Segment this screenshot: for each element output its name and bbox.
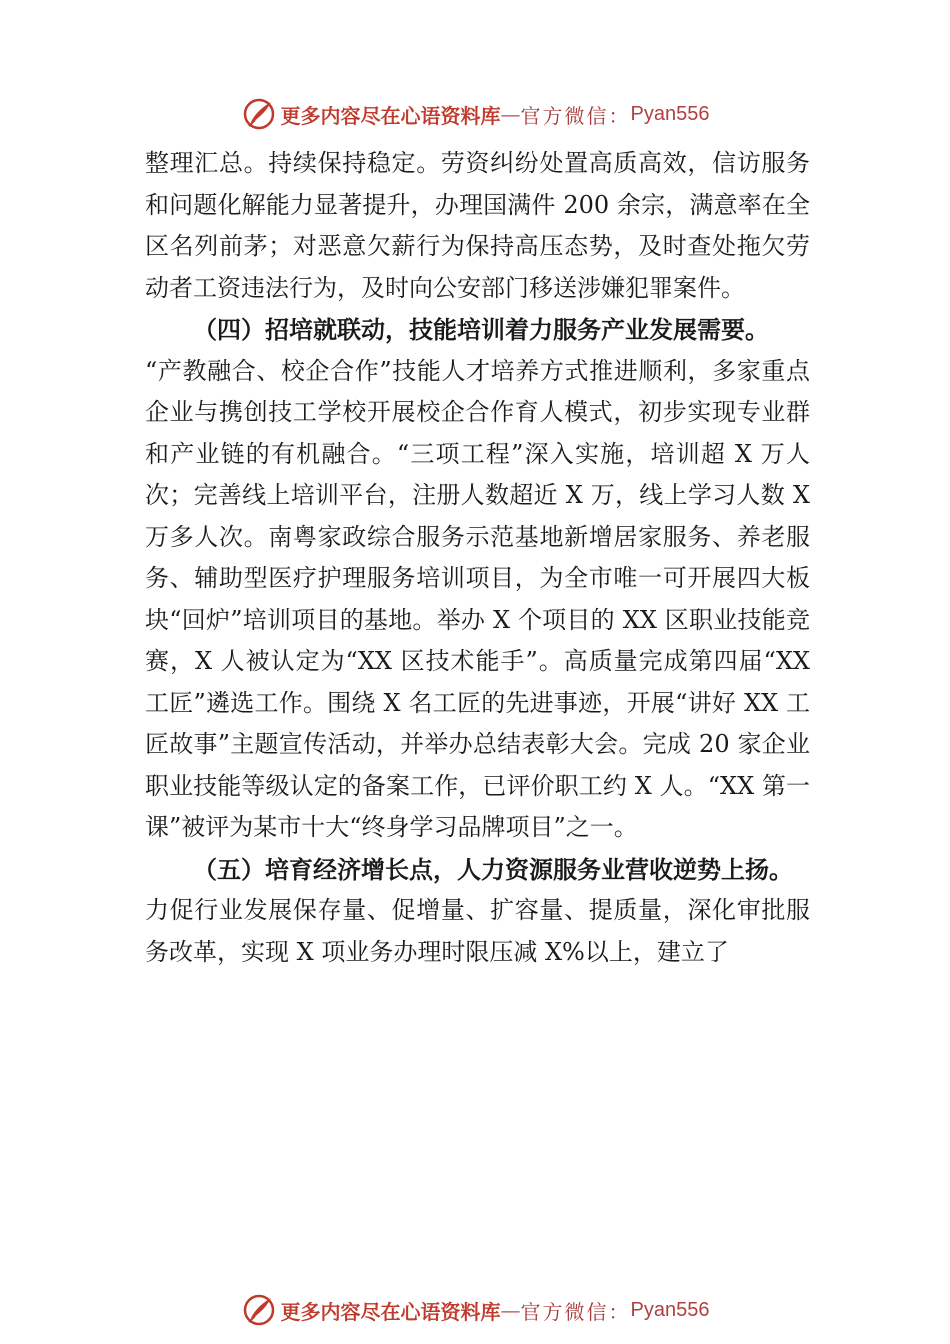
header-library-text: 更多内容尽在心语资料库 [280, 103, 501, 128]
paragraph-1: 整理汇总。持续保持稳定。劳资纠纷处置高质高效，信访服务和问题化解能力显著提升，办理国满件 200 余宗，满意率在全区名列前茅；对恶意欠薪行为保持高压态势，及时查处拖欠劳动者工资违法行为，及时向公安部门移送涉嫌犯罪案件。 [145, 149, 810, 302]
document-body [145, 143, 810, 973]
section-heading-5: （五）培育经济增长点，人力资源服务业营收逆势上扬。 [193, 854, 793, 884]
quill-logo-icon [241, 1292, 277, 1328]
footer-library-text: 更多内容尽在心语资料库 [280, 1299, 501, 1324]
header-wechat-label: 官方微信： [520, 103, 631, 128]
quill-logo-icon [241, 96, 277, 132]
paragraph-3: 力促行业发展保存量、促增量、扩容量、提质量，深化审批服务改革，实现 X 项业务办理时限压减 X%以上，建立了 [145, 896, 810, 966]
header-wechat-id: Pyan556 [630, 102, 710, 125]
header-dash: — [500, 102, 521, 126]
footer-wechat-id: Pyan556 [630, 1298, 710, 1321]
footer-wechat-label: 官方微信： [520, 1299, 631, 1324]
paragraph-2: “产教融合、校企合作”技能人才培养方式推进顺利，多家重点企业与携创技工学校开展校企合作育人模式，初步实现专业群和产业链的有机融合。“三项工程”深入实施，培训超 X 万人次；完善线上培训平台，注册人数超近 X 万，线上学习人数 X 万多人次。南粤家政综合服务示范基地新增居家服务、养老服务、辅助型医疗护理服务培训项目，为全市唯一可开展四大板块“回炉”培训项目的基地。举办 X 个项目的 XX 区职业技能竞赛，X 人被认定为“XX 区技术能手”。高质量完成第四届“XX 工匠”遴选工作。围绕 X 名工匠的先进事迹，开展“讲好 XX 工匠故事”主题宣传活动，并举办总结表彰大会。完成 20 家企业职业技能等级认定的备案工作，已评价职工约 X 人。“XX 第一课”被评为某市十大“终身学习品牌项目”之一。 [145, 356, 810, 841]
header-banner [0, 94, 950, 134]
footer-banner [0, 1290, 950, 1330]
section-heading-4: （四）招培就联动，技能培训着力服务产业发展需要。 [193, 315, 769, 344]
footer-dash: — [500, 1298, 521, 1322]
